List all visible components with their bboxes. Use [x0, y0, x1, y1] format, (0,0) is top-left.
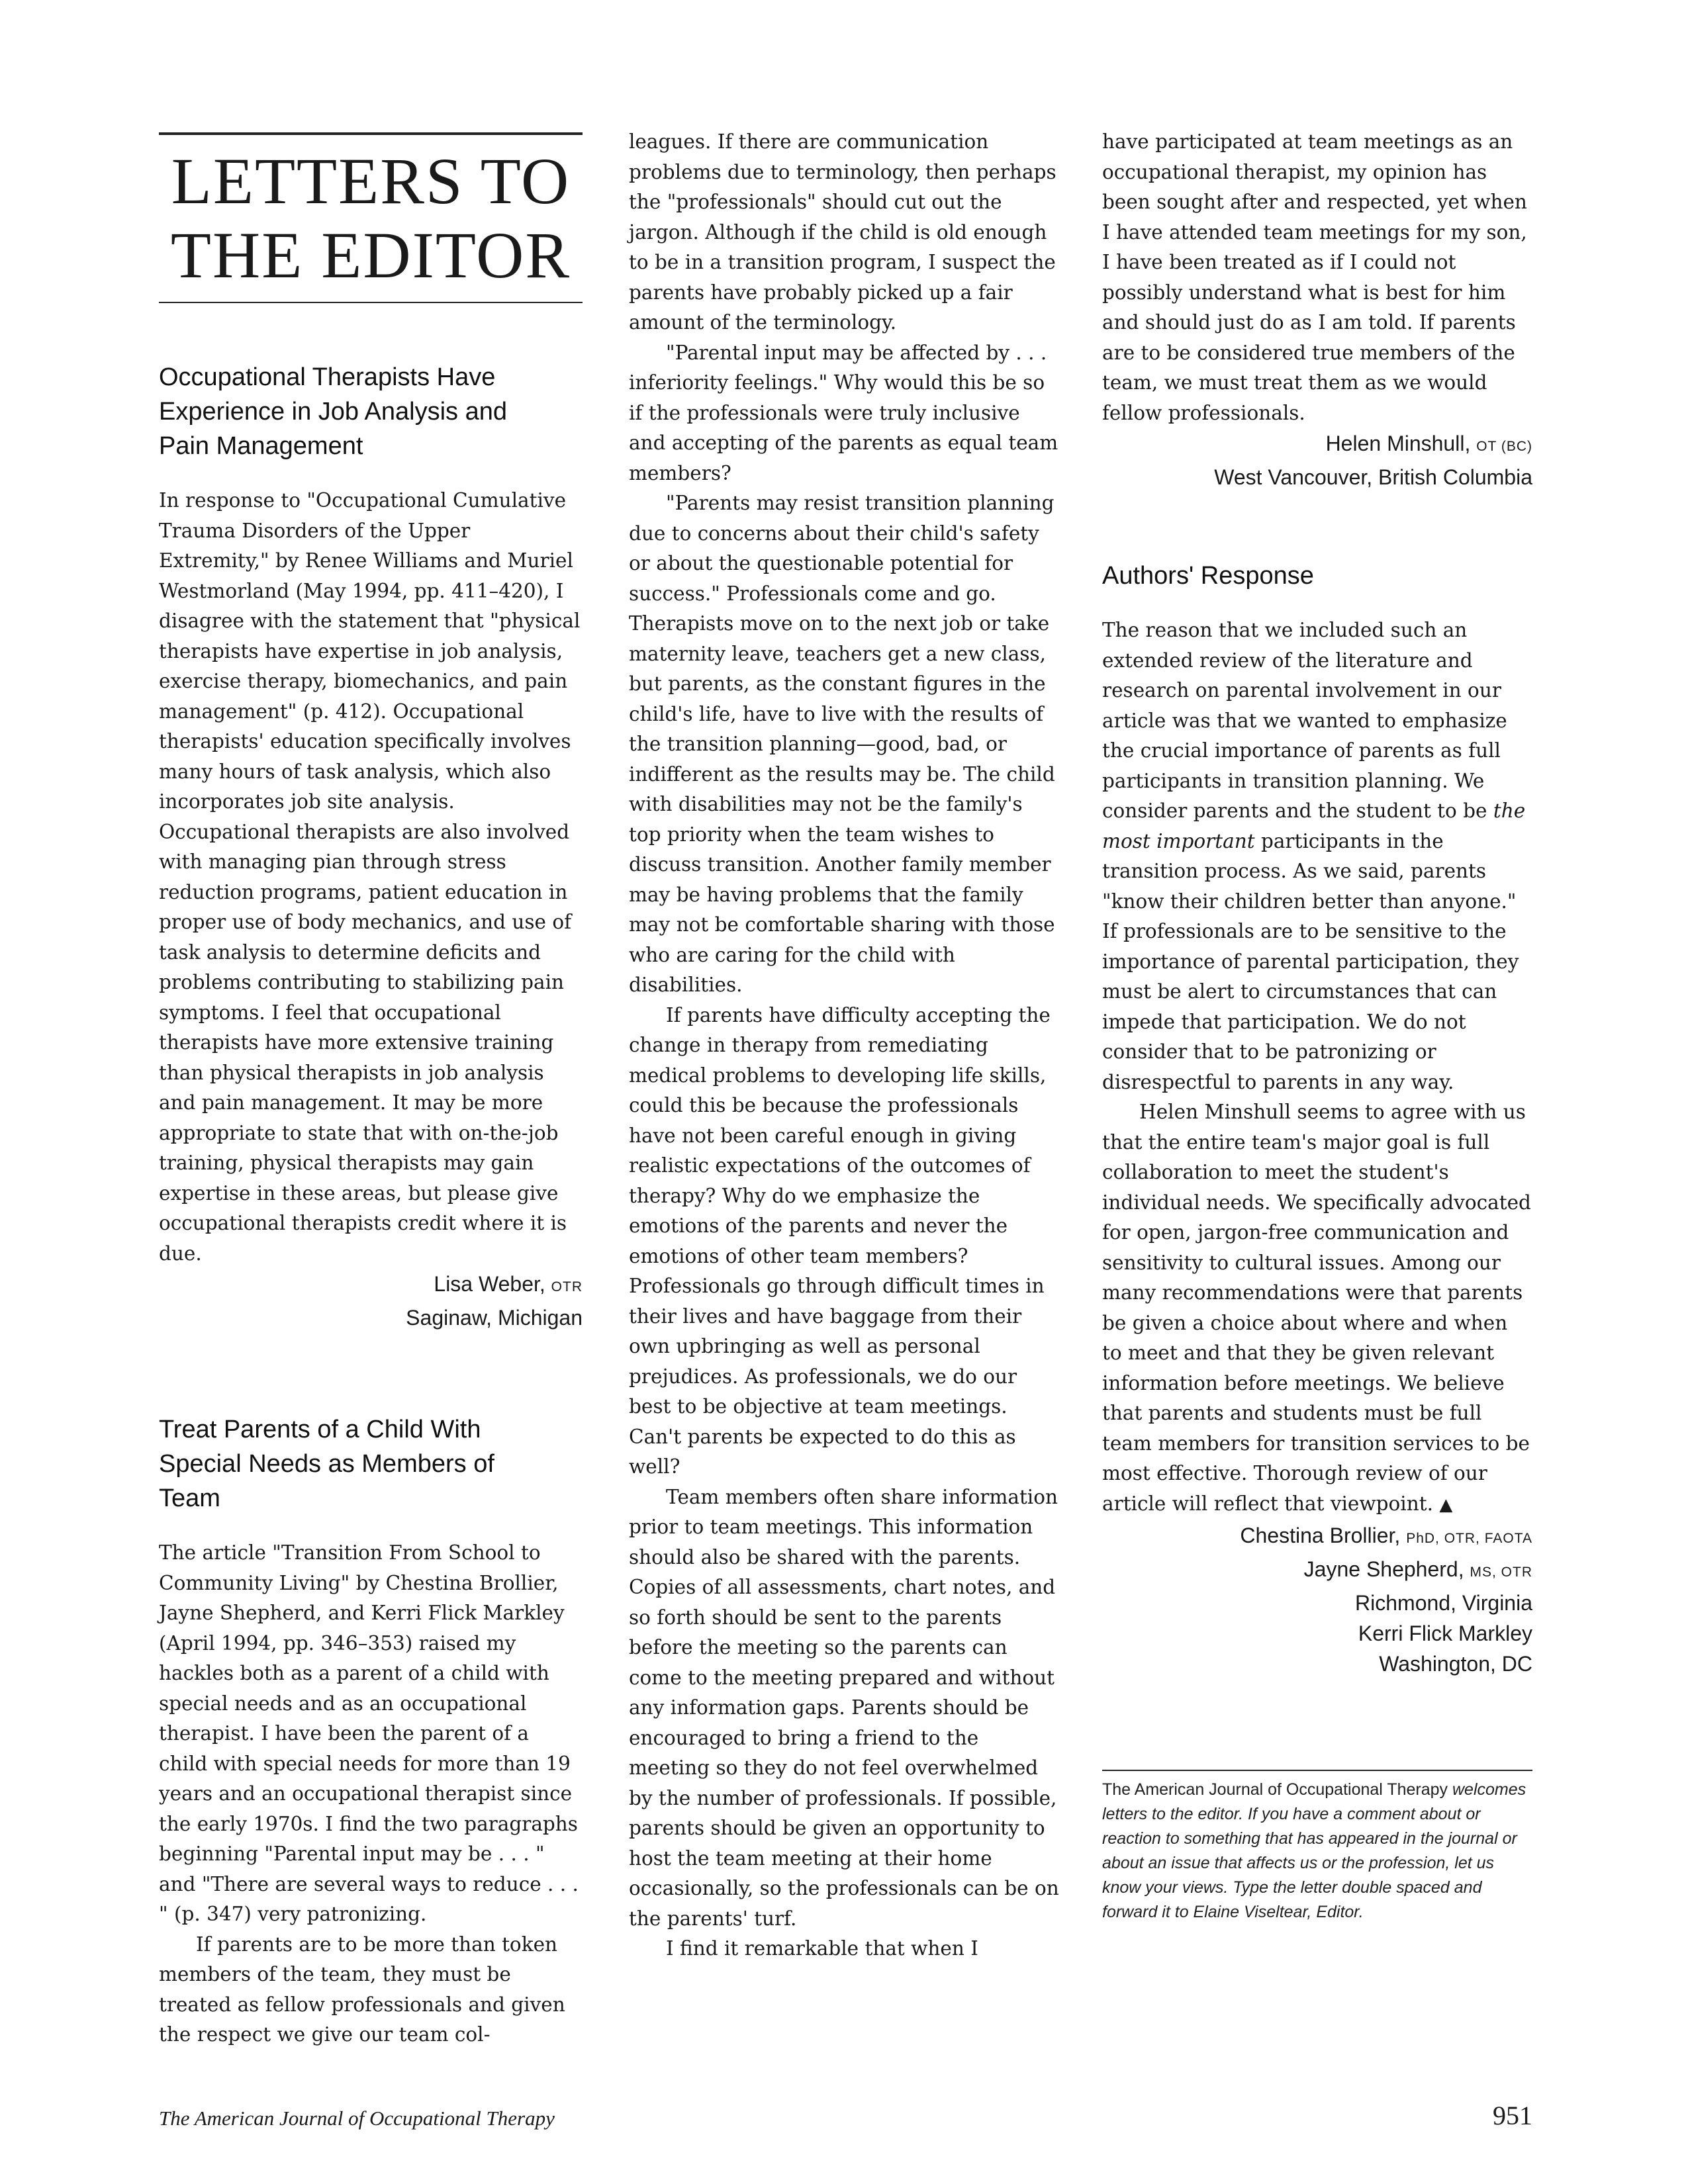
paragraph: "Parents may resist transition planning due to concerns about their child's safety or about the questionable potential for success." Professionals come and go. Therapists move on to the next job or take maternity leave, teachers get a new class, but parents, as the constant figures in the child's life, have to live with the results of the transition planning—good, bad, or indifferent as the results may be. The child with disabilities may not be the family's top priority when the team wishes to discuss transition. Another family member may be having problems that the family may not be comfortable sharing with those who are caring for the child with disabilities.	[629, 492, 1055, 996]
paragraph	[1102, 1097, 1532, 1520]
signature-name: Jayne Shepherd,	[1303, 1557, 1464, 1581]
letter1-body	[159, 486, 583, 1269]
response-signatures	[1102, 1520, 1532, 1679]
heading-line: Pain Management	[159, 432, 363, 460]
paragraph-continued: have participated at team meetings as an occupational therapist, my opinion has been sought after and respected, yet when I have attended team meetings for my son, I have been treated as if I could not possibly understand what is best for him and should just do as I am told. If parents are to be considered true members of the team, we must treat them as we would fellow professionals.	[1102, 130, 1527, 424]
letter1-signature	[159, 1269, 583, 1333]
letter2-body-part2	[629, 127, 1059, 1964]
response-heading: Authors' Response	[1102, 562, 1314, 590]
letter2-signature	[1102, 428, 1532, 492]
column-2	[629, 127, 1059, 1964]
signature-place: Richmond, Virginia	[1355, 1591, 1532, 1615]
heading-line: Treat Parents of a Child With	[159, 1416, 481, 1443]
heading-line: Occupational Therapists Have	[159, 363, 496, 391]
paragraph: In response to "Occupational Cumulative Trauma Disorders of the Upper Extremity," by Renee Williams and Muriel Westmorland (May 1994, pp. 411–420), I disagree with the statement that "physical therapists have expertise in job analysis, exercise therapy, biomechanics, and pain management" (p. 412). Occupational therapists' education specifically involves many hours of task analysis, which also incorporates job site analysis. Occupational therapists are also involved with managing pian through stress reduction programs, patient education in proper use of body mechanics, and use of task analysis to determine deficits and problems contributing to stabilizing pain symptoms. I feel that occupational therapists have more extensive training than physical therapists in job analysis and pain management. It may be more appropriate to state that with on-the-job training, physical therapists may gain expertise in these areas, but please give occupational therapists credit where it is due.	[159, 489, 581, 1265]
notice-text: welcomes letters to the editor. If you have a comment about or reaction to something that has appeared in the journal or about an issue that affects us or the profession, let us know your views. Type the letter double spaced and forward it to Elaine Viseltear, Editor.	[1102, 1780, 1526, 1921]
signature-place: West Vancouver, British Columbia	[1214, 465, 1532, 489]
paragraph: "Parental input may be affected by . . . inferiority feelings." Why would this be so if the professionals were truly inclusive and accepting of the parents as equal team members?	[629, 341, 1058, 484]
paragraph: Team members often share information prior to team meetings. This information should also be shared with the parents. Copies of all assessments, chart notes, and so forth should be sent to the parents before the meeting so the parents can come to the meeting prepared and without any information gaps. Parents should be encouraged to bring a friend to the meeting so they do not feel overwhelmed by the number of professionals. If possible, parents should be given an opportunity to host the team meeting at their home occasionally, so the professionals can be on the parents' turf.	[629, 1485, 1059, 1930]
page-number: 951	[1493, 2101, 1532, 2130]
masthead-line-1: LETTERS TO	[171, 144, 571, 218]
submission-notice	[1102, 1770, 1532, 1925]
column-3	[1102, 127, 1532, 1679]
masthead	[159, 132, 583, 303]
signature-credentials: OTR	[551, 1279, 583, 1295]
paragraph: If parents have difficulty accepting the change in therapy from remediating medical problems to developing life skills, could this be because the professionals have not been careful enough in giving realistic expectations of the outcomes of therapy? Why do we emphasize the emotions of the parents and never the emotions of other team members? Professionals go through difficult times in their lives and have baggage from their own upbringing as well as personal prejudices. As professionals, we do our best to be objective at team meetings. Can't parents be expected to do this as well?	[629, 1003, 1051, 1478]
response-body	[1102, 615, 1532, 1520]
paragraph	[1102, 615, 1532, 1097]
letter2-body-part1	[159, 1538, 583, 2050]
heading-line: Experience in Job Analysis and	[159, 398, 507, 426]
paragraph-continued: leagues. If there are communication problems due to terminology, then perhaps the "professionals" should cut out the jargon. Although if the child is old enough to be in a transition program, I suspect the parents have probably picked up a fair amount of the terminology.	[629, 130, 1056, 334]
footer-journal-title: The American Journal of Occupational Therapy	[159, 2107, 555, 2130]
signature-place: Washington, DC	[1379, 1652, 1532, 1676]
text-run: Helen Minshull seems to agree with us that the entire team's major goal is full collaboration to meet the student's individual needs. We specifically advocated for open, jargon-free communication and sensitivity to cultural issues. Among our many recommendations were that parents be given a choice about where and when to meet and that they be given relevant information before meetings. We believe that parents and students must be full team members for transition services to be most effective. Thorough review of our article will reflect that viewpoint.	[1102, 1101, 1531, 1515]
heading-line: Special Needs as Members of	[159, 1450, 494, 1478]
text-run: The reason that we included such an extended review of the literature and research on parental involvement in our article was that we wanted to emphasize the crucial importance of parents as full participants in transition planning. We consider parents and the student to be	[1102, 619, 1507, 822]
paragraph-continued: I find it remarkable that when I	[666, 1937, 978, 1960]
masthead-line-2: THE EDITOR	[170, 218, 571, 292]
signature-name: Lisa Weber,	[434, 1272, 545, 1296]
signature-name: Helen Minshull,	[1325, 432, 1471, 455]
end-mark-icon: ▲	[1439, 1494, 1453, 1515]
letter2-heading	[159, 1412, 583, 1516]
emphasis: the most important	[1102, 799, 1526, 852]
column-1	[159, 132, 583, 2050]
signature-credentials: PhD, OTR, FAOTA	[1406, 1531, 1532, 1546]
paragraph: The article "Transition From School to Community Living" by Chestina Brollier, Jayne Shepherd, and Kerri Flick Markley (April 1994, pp. 346–353) raised my hackles both as a parent of a child with special needs and as an occupational therapist. I have been the parent of a child with special needs for more than 19 years and an occupational therapist since the early 1970s. I find the two paragraphs beginning "Parental input may be . . . " and "There are several ways to reduce . . . " (p. 347) very patronizing.	[159, 1541, 579, 1925]
signature-place: Saginaw, Michigan	[406, 1306, 583, 1330]
signature-credentials: OT (BC)	[1476, 439, 1532, 454]
letter1-heading	[159, 360, 583, 463]
heading-line: Team	[159, 1484, 220, 1512]
notice-lead: The American Journal of Occupational Therapy	[1102, 1780, 1452, 1799]
signature-credentials: MS, OTR	[1470, 1565, 1532, 1580]
paragraph-continued: If parents are to be more than token members of the team, they must be treated as fellow professionals and given the respect we give our team col-	[159, 1933, 565, 2046]
signature-name: Kerri Flick Markley	[1358, 1621, 1532, 1645]
text-run: participants in the transition process. As we said, parents "know their children better than anyone." If professionals are to be sensitive to the importance of parental participation, they must be alert to circumstances that can impede that participation. We do not consider that to be patronizing or disrespectful to parents in any way.	[1102, 829, 1519, 1093]
signature-name: Chestina Brollier,	[1240, 1524, 1401, 1547]
letter2-body-part3	[1102, 127, 1532, 428]
